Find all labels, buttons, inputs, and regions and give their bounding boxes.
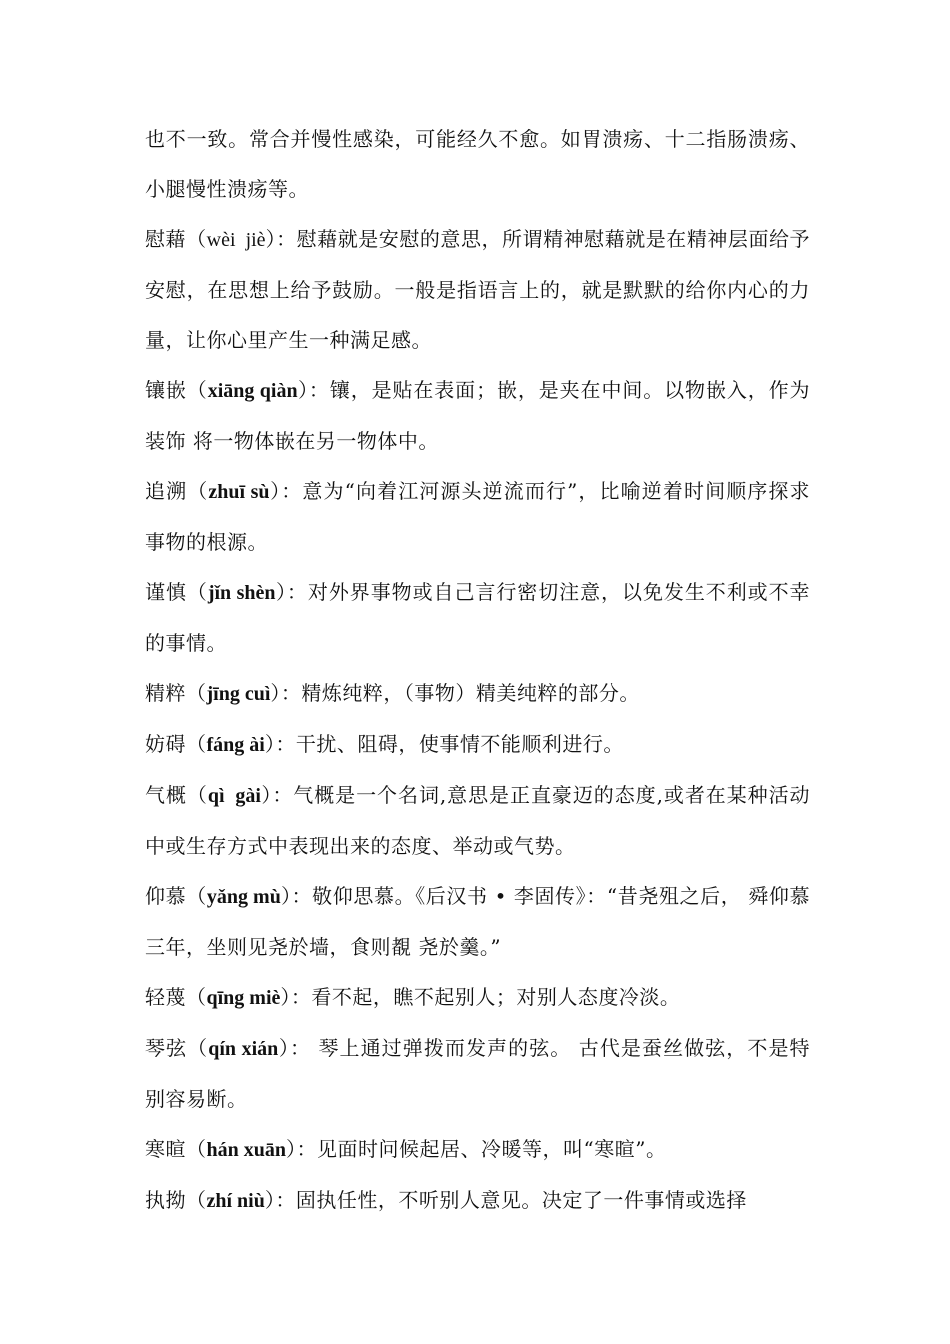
entry-open-paren: （ [186,378,208,402]
vocab-entry-qingmie [145,972,810,1023]
entry-definition: 敬仰思慕。《后汉书 • 李固传》：“昔尧殂之后， 舜仰慕三年，坐则见尧於墙，食则覩 尧於羹。” [145,884,811,959]
entry-close-paren: ）： [265,227,297,251]
vocab-entry-zhuisu [145,466,810,567]
entry-definition: 见面时问候起居、冷暖等，叫“寒暄”。 [317,1137,667,1161]
entry-definition: 琴上通过弹拨而发声的弦。 古代是蚕丝做弦，不是特别容易断。 [145,1036,811,1111]
entry-close-paren: ）： [280,985,312,1009]
entry-open-paren: （ [187,479,209,503]
entry-pinyin: xiāng qiàn [207,380,298,402]
entry-word: 追溯 [145,479,188,503]
entry-close-paren: ）： [286,1137,317,1161]
entry-definition: 慰藉就是安慰的意思，所谓精神慰藉就是在精神层面给予安慰，在思想上给予鼓励。一般是指语言上的，就是默默的给你内心的力量，让你心里产生一种满足感。 [145,227,811,352]
intro-text: 也不一致。常合并慢性感染，可能经久不愈。如胃溃疡、十二指肠溃疡、小腿慢性溃疡等。 [145,127,810,201]
vocab-entry-jingcui [145,668,810,719]
entry-definition: 干扰、阻碍，使事情不能顺利进行。 [295,732,624,756]
entry-definition: 意为“向着江河源头逆流而行”，比喻逆着时间顺序探求事物的根源。 [145,479,811,554]
entry-definition: 气概是一个名词,意思是正直豪迈的态度,或者在某种活动中或生存方式中表现出来的态度、举动或气势。 [145,783,811,858]
entry-open-paren: （ [187,1036,209,1060]
entry-open-paren: （ [186,732,207,756]
entry-word: 仰慕 [145,884,187,908]
entry-pinyin: hán xuān [206,1139,286,1161]
entry-close-paren: ）： [280,884,313,908]
vocab-entry-fangai [145,719,810,770]
vocab-entry-hanxuan [145,1124,810,1175]
entry-word: 执拗 [145,1188,186,1212]
entry-close-paren: ）： [264,1188,296,1212]
entry-close-paren: ）： [264,732,296,756]
entry-word: 寒暄 [145,1137,186,1161]
entry-word: 镶嵌 [145,378,187,402]
entry-open-paren: （ [186,681,207,705]
entry-open-paren: （ [186,227,207,251]
entry-pinyin: fáng ài [206,734,265,756]
entry-word: 谨慎 [145,580,187,604]
entry-pinyin: zhí niù [206,1190,265,1212]
entry-word: 琴弦 [145,1036,188,1060]
vocab-entry-qigai [145,770,810,871]
entry-open-paren: （ [186,1188,207,1212]
entry-open-paren: （ [186,783,208,807]
entry-pinyin: yǎng mù [206,886,281,908]
entry-open-paren: （ [186,884,207,908]
vocab-entry-jinshen [145,567,810,668]
entry-word: 气概 [145,783,187,807]
entry-close-paren: ）： [278,1036,312,1060]
intro-paragraph [145,114,810,214]
entry-pinyin: qīng miè [206,987,281,1009]
entry-pinyin: qín xián [208,1038,279,1060]
entry-close-paren: ）： [260,783,294,807]
entry-pinyin: zhuī sù [208,481,270,503]
entry-open-paren: （ [186,580,208,604]
vocab-entry-qinxian [145,1023,810,1124]
entry-close-paren: ）： [269,479,303,503]
entry-definition: 镶，是贴在表面；嵌，是夹在中间。以物嵌入，作为装饰 将一物体嵌在另一物体中。 [145,378,811,453]
entry-word: 轻蔑 [145,985,186,1009]
entry-pinyin: wèi jiè [206,229,266,251]
entry-close-paren: ）： [275,580,308,604]
entry-close-paren: ）： [297,378,330,402]
entry-open-paren: （ [186,985,207,1009]
vocab-entry-weijie [145,214,810,365]
entry-word: 妨碍 [145,732,186,756]
entry-definition: 固执任性，不听别人意见。决定了一件事情或选择 [295,1188,747,1212]
entry-pinyin: qì gài [207,785,261,807]
entry-definition: 对外界事物或自己言行密切注意，以免发生不利或不幸的事情。 [145,580,811,655]
entry-pinyin: jīng cuì [206,683,271,705]
entry-pinyin: jǐn shèn [207,582,276,604]
entry-definition: 精炼纯粹，（事物）精美纯粹的部分。 [301,681,640,705]
entry-open-paren: （ [186,1137,207,1161]
entry-word: 精粹 [145,681,186,705]
vocab-entry-yangmu [145,871,810,972]
entry-definition: 看不起，瞧不起别人；对别人态度冷淡。 [311,985,681,1009]
vocab-entry-xiangqian [145,365,810,466]
document-body [145,114,810,1226]
vocab-entry-zhiniu [145,1175,810,1226]
entry-close-paren: ）： [270,681,302,705]
entry-word: 慰藉 [145,227,187,251]
